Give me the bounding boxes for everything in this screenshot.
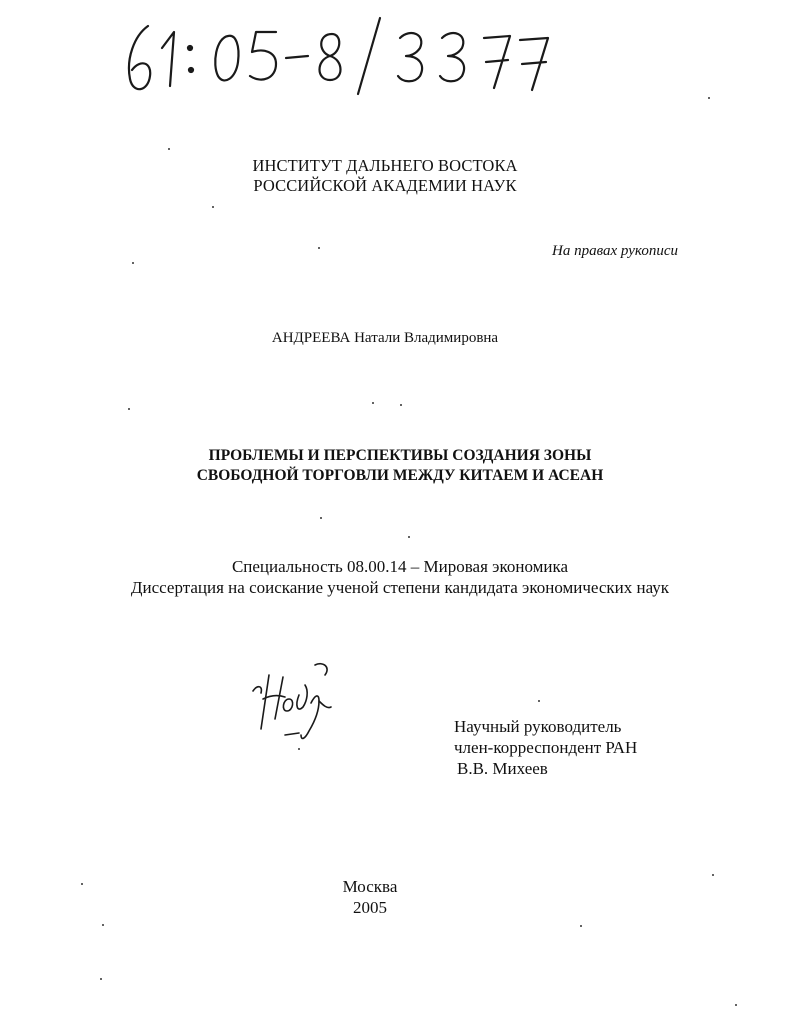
supervisor-block [454,716,637,779]
author-signature [245,655,345,745]
year: 2005 [353,898,387,917]
rights-note: На правах рукописи [552,243,678,259]
institute-name [200,156,570,196]
author-name: АНДРЕЕВА Натали Владимировна [271,330,499,346]
speciality-block [90,556,710,598]
institute-line-1: ИНСТИТУТ ДАЛЬНЕГО ВОСТОКА [252,156,518,175]
dissertation-title [120,446,680,486]
city: Москва [342,877,398,896]
speciality-line: Специальность 08.00.14 – Мировая экономика [231,557,569,576]
title-line-1: ПРОБЛЕМЫ И ПЕРСПЕКТИВЫ СОЗДАНИЯ ЗОНЫ [208,447,592,464]
city-year [300,876,440,918]
degree-line: Диссертация на соискание ученой степени кандидата экономических наук [130,578,670,597]
handwritten-archive-code [118,4,578,104]
supervisor-role: Научный руководитель [454,717,622,736]
supervisor-name: В.В. Михеев [457,759,548,778]
supervisor-rank: член-корреспондент РАН [454,738,638,757]
title-line-2: СВОБОДНОЙ ТОРГОВЛИ МЕЖДУ КИТАЕМ И АСЕАН [196,467,604,484]
institute-line-2: РОССИЙСКОЙ АКАДЕМИИ НАУК [253,176,517,195]
